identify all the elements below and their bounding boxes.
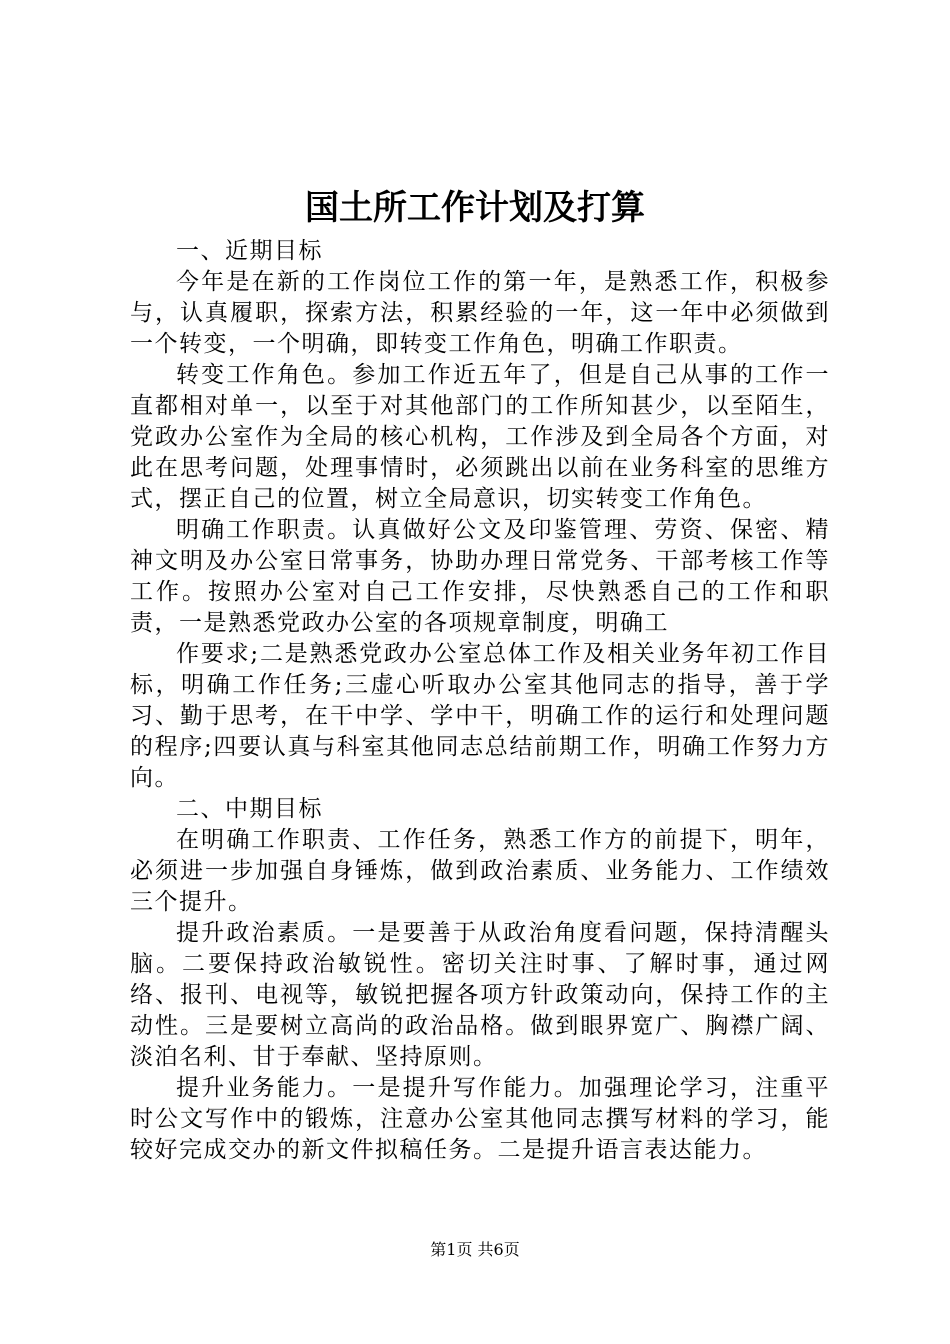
document-body [130, 236, 830, 1166]
paragraph: 今年是在新的工作岗位工作的第一年，是熟悉工作，积极参与，认真履职，探索方法，积累经验的一年，这一年中必须做到一个转变，一个明确，即转变工作角色，明确工作职责。 [130, 269, 830, 357]
page-footer: 第1页 共6页 [430, 1240, 520, 1259]
paragraph: 提升政治素质。一是要善于从政治角度看问题，保持清醒头脑。二要保持政治敏锐性。密切关注时事、了解时事，通过网络、报刊、电视等，敏锐把握各项方针政策动向，保持工作的主动性。三是要树立高尚的政治品格。做到眼界宽广、胸襟广阔、淡泊名利、甘于奉献、坚持原则。 [130, 920, 830, 1070]
section-heading-mid-term: 二、中期目标 [176, 796, 323, 822]
paragraph: 转变工作角色。参加工作近五年了，但是自己从事的工作一直都相对单一，以至于对其他部门的工作所知甚少，以至陌生，党政办公室作为全局的核心机构，工作涉及到全局各个方面，对此在思考问题，处理事情时，必须跳出以前在业务科室的思维方式，摆正自己的位置，树立全局意识，切实转变工作角色。 [130, 362, 830, 512]
paragraph: 在明确工作职责、工作任务，熟悉工作方的前提下，明年，必须进一步加强自身锤炼，做到政治素质、业务能力、工作绩效三个提升。 [130, 827, 830, 915]
document-title: 国土所工作计划及打算 [305, 188, 645, 228]
paragraph: 作要求;二是熟悉党政办公室总体工作及相关业务年初工作目标，明确工作任务;三虚心听取办公室其他同志的指导，善于学习、勤于思考，在干中学、学中干，明确工作的运行和处理问题的程序;四要认真与科室其他同志总结前期工作，明确工作努力方向。 [130, 641, 830, 791]
paragraph: 提升业务能力。一是提升写作能力。加强理论学习，注重平时公文写作中的锻炼，注意办公室其他同志撰写材料的学习，能较好完成交办的新文件拟稿任务。二是提升语言表达能力。 [130, 1075, 830, 1163]
section-heading-near-term: 一、近期目标 [176, 238, 323, 264]
paragraph: 明确工作职责。认真做好公文及印鉴管理、劳资、保密、精神文明及办公室日常事务，协助办理日常党务、干部考核工作等工作。按照办公室对自己工作安排，尽快熟悉自己的工作和职责，一是熟悉党政办公室的各项规章制度，明确工 [130, 517, 830, 636]
